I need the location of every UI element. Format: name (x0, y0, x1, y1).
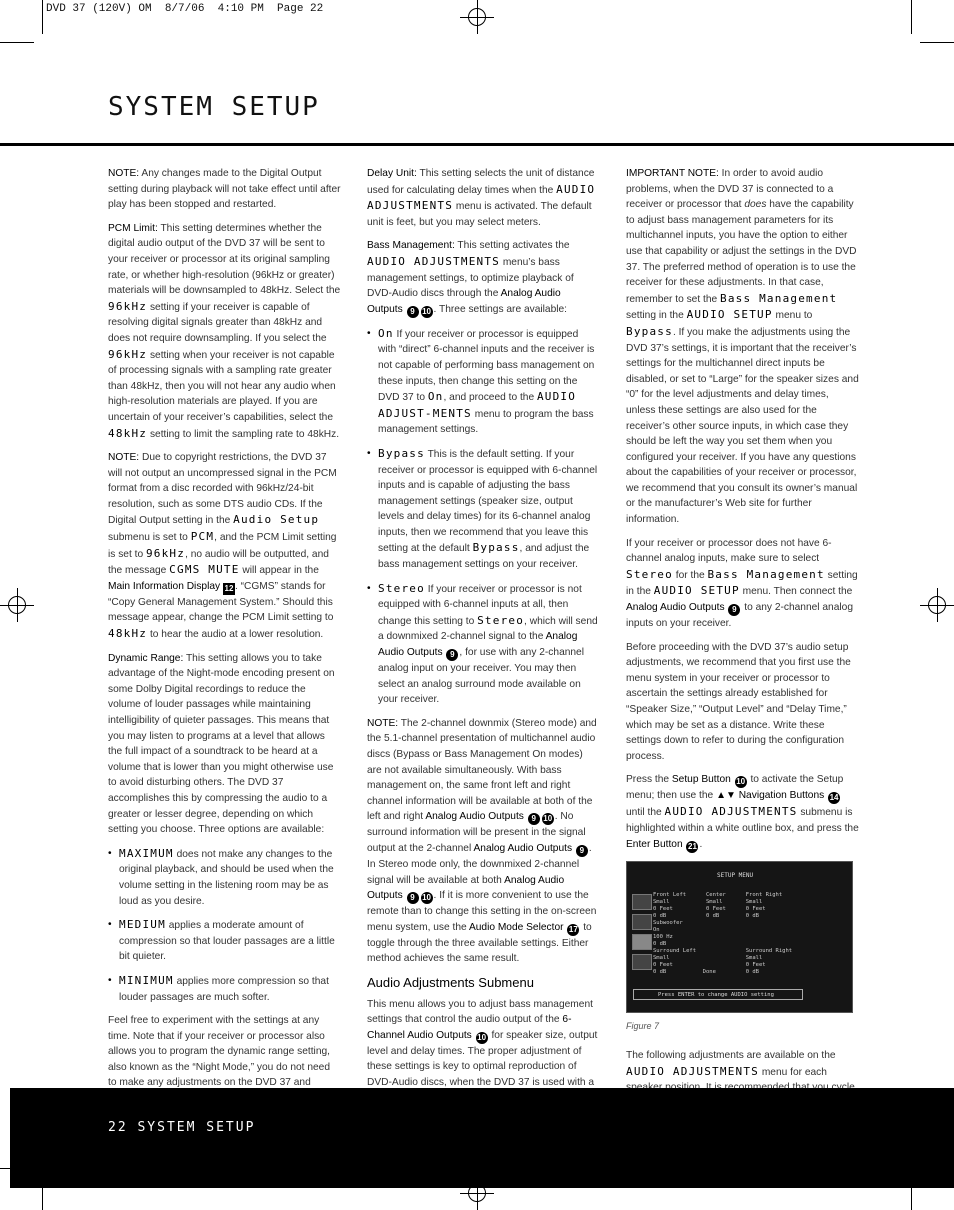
bullet-on (367, 326, 599, 438)
delay-unit-paragraph (367, 166, 599, 230)
lcd-on: On (378, 326, 394, 340)
figure-caption: Figure 7 (626, 1020, 660, 1031)
before-proceeding-paragraph: Before proceeding with the DVD 37’s audio setup adjustments, we recommend that you first use the menu system in your receiver or processor to ascertain the settings already established for “Speaker Size,” “Output Level” and “Delay Time,” which may be set as a distance. Write these settings down to refer to during the configuration process. (626, 641, 851, 762)
text: . (699, 838, 703, 850)
lcd-bypass: Bypass (378, 446, 425, 460)
lcd-stereo: Stereo (477, 613, 525, 627)
text: , and the PCM Limit setting is set to (108, 532, 337, 560)
figure-row: Small Small Small (653, 898, 763, 905)
column-1 (108, 166, 341, 1116)
text: applies a moderate amount of compression so that louder passages are a little bit quieter. (119, 920, 335, 963)
text: The following adjustments are available on the (626, 1050, 836, 1062)
crop-mark (920, 42, 954, 43)
page-title: SYSTEM SETUP (108, 92, 320, 122)
text: to toggle through the three available settings. Either method achieves the same result. (367, 921, 592, 965)
figure-row: 0 Feet 0 Feet (653, 961, 766, 968)
lcd-audio-setup: AUDIO SETUP (686, 308, 773, 322)
text: , for use with any 2-channel analog input on your receiver. You may then select an analog surround mode available on your receiver. (378, 647, 584, 706)
text: If your receiver or processor is equipped with “direct” 6-channel inputs and the receiver is not capable of performing bass management on these inputs, then change this setting on the DVD 37 to (378, 328, 595, 404)
text: to activate the Setup menu; then use the (626, 774, 844, 802)
print-header: DVD 37 (120V) OM 8/7/06 4:10 PM Page 22 (46, 3, 324, 15)
lcd-96khz: 96kHz (145, 546, 186, 560)
stereo-paragraph (626, 536, 859, 632)
lcd-96khz: 96kHz (108, 347, 148, 361)
analog-outputs-label: Analog Audio Outputs (473, 842, 573, 854)
text: , no audio will be outputted, and the message (108, 548, 329, 577)
text: Any changes made to the Digital Output setting during playback will not take effect until after play has been stopped and restarted. (108, 168, 341, 211)
enter-button-label: Enter Button (626, 838, 683, 850)
lcd-cgms-mute: CGMS MUTE (169, 563, 240, 577)
note-paragraph (367, 716, 599, 967)
main-info-display-label: Main Information Display (108, 580, 221, 592)
dynamic-range-label: Dynamic Range: (108, 652, 184, 664)
figure-row: Small Small (653, 954, 763, 961)
press-setup-paragraph (626, 772, 859, 852)
figure-row: 0 dB 0 dB 0 dB (653, 912, 759, 919)
audio-mode-selector-label: Audio Mode Selector (468, 921, 564, 933)
note-paragraph (108, 166, 341, 213)
six-channel-outputs-label: 6-Channel Audio Outputs (367, 1014, 572, 1041)
footer-page-label: 22 SYSTEM SETUP (108, 1120, 256, 1135)
analog-outputs-label: Analog Audio Outputs (425, 811, 524, 823)
note-label: NOTE: (367, 717, 399, 729)
analog-outputs-label: Analog Audio Outputs (626, 602, 725, 614)
note2-paragraph (108, 450, 341, 643)
callout-10: 10 (543, 814, 553, 824)
registration-mark (460, 0, 494, 34)
callout-21: 21 (688, 841, 697, 851)
text: to any 2-channel analog inputs on your receiver. (626, 602, 853, 630)
text: have the capability to adjust bass management parameters for its multichannel inputs, you have the option to either use that capability or adjust the settings in the DVD 37. The preferred method of operation is to use the receiver for these adjustments. In that case, remember to set the (626, 199, 857, 305)
bullet-minimum (108, 973, 341, 1005)
pcm-limit-paragraph (108, 221, 341, 442)
text: setting in the (626, 569, 858, 598)
menu-icon (632, 894, 652, 910)
text: This is the default setting. If your receiver or processor is equipped with 6-channel inputs and is capable of adjusting the bass management settings (speaker size, output levels and delay times) for its 6-channel analog inputs, then we recommend that you leave this setting at the default (378, 448, 598, 555)
lcd-audio-adjustments: AUDIO ADJUSTMENTS (367, 182, 596, 213)
text: Due to copyright restrictions, the DVD 37 will not output an uncompressed signal in the PCM format from a disc recorded with 96kHz/24-bit resolution, such as some DTS audio CDs. If the Digital Output setting in the (108, 452, 337, 527)
pcm-limit-label: PCM Limit: (108, 222, 158, 234)
text: Press the (626, 774, 672, 786)
crop-mark (911, 0, 912, 34)
registration-mark (920, 588, 954, 622)
text: for speaker size, output level and delay times. The proper adjustment of these settings is key to optimal reproduction of DVD-Audio discs, when the DVD 37 is used with a (367, 1029, 598, 1088)
text: In order to avoid audio problems, when the DVD 37 is connected to a receiver or processor that (626, 168, 834, 211)
registration-mark (0, 588, 34, 622)
callout-10: 10 (422, 893, 431, 903)
figure-row: 0 dB (653, 940, 667, 947)
text: If your receiver or processor is not equipped with 6-channel inputs at all, then change this setting to (378, 583, 582, 627)
text: setting when your receiver is not capable of processing signals with a sampling rate greater than 48kHz, then you will not hear any audio when high-resolution materials are played. If you are uncertain of your receiver’s capabilities, select the (108, 349, 336, 423)
bass-management-paragraph (367, 238, 599, 317)
lcd-audio-adjustments: AUDIO ADJUSTMENTS (664, 805, 798, 819)
lcd-on: On (427, 390, 444, 404)
text: , and proceed to the (443, 392, 537, 404)
text: to hear the audio at a lower resolution. (147, 629, 324, 641)
lcd-pcm: PCM (190, 530, 215, 544)
lcd-maximum: MAXIMUM (119, 846, 174, 860)
text: . “CGMS” stands for “Copy General Management System.” Should this message appear, change the PCM Limit setting to (108, 580, 334, 624)
text: will appear in the (239, 565, 319, 577)
text: setting in the (626, 310, 687, 322)
text: The 2-channel downmix (Stereo mode) and the 5.1-channel presentation of multichannel audio discs (Bypass or Bass Management On modes) are not available simultaneously. With bass management on, the same front left and right channel information will be available at both of the left and right (367, 717, 597, 823)
crop-mark (42, 0, 43, 34)
lcd-bypass: Bypass (626, 324, 673, 338)
text: . If it is more convenient to use the remote than to change this setting in the on-screen menu system, use the (367, 890, 597, 933)
callout-9: 9 (728, 604, 740, 616)
callout-9: 9 (407, 306, 419, 318)
text: , which will send a downmixed 2-channel signal to the (378, 615, 598, 643)
callout-10: 10 (736, 777, 746, 787)
text: until the (626, 807, 665, 819)
column-3 (626, 166, 859, 1151)
title-rule (0, 143, 954, 146)
footer-bar (10, 1088, 954, 1188)
lcd-audio-adjustments: AUDIO ADJUSTMENTS (367, 254, 500, 268)
figure-footer-hint: Press ENTER to change AUDIO setting (633, 989, 803, 1000)
text: This menu allows you to adjust bass management settings that control the audio output of the (367, 998, 593, 1026)
text: submenu is highlighted within a white outline box, and press the (626, 807, 859, 834)
menu-icon (632, 934, 652, 950)
section-heading: Audio Adjustments Submenu (367, 974, 534, 990)
figure-row: 100 Hz (653, 933, 673, 940)
lcd-audio-setup: AUDIO SETUP (653, 584, 740, 598)
figure-row: 0 Feet 0 Feet 0 Feet (653, 905, 766, 912)
figure-row: Surround Left Surround Right (653, 947, 793, 954)
text: This setting selects the unit of distance used for calculating delay times when the (367, 168, 595, 196)
lcd-stereo: Stereo (378, 581, 425, 595)
callout-10: 10 (477, 1032, 487, 1042)
text: This setting determines whether the digital audio output of the DVD 37 will be sent to your receiver or processor at its original sampling rate, or whether high-resolution (96kHz or greater) materials will be downsampled to 48kHz. Select the (108, 222, 341, 297)
text: submenu is set to (108, 532, 191, 544)
bullet-medium (108, 917, 341, 965)
lcd-medium: MEDIUM (119, 918, 166, 932)
text: . Three settings are available: (433, 303, 567, 315)
lcd-audio-adjustments: AUDIO ADJUSTMENTS (626, 1064, 759, 1078)
callout-9: 9 (576, 845, 588, 857)
text: for the (672, 569, 708, 581)
menu-icon (632, 914, 652, 930)
text: This setting allows you to take advantage of the Night-mode encoding present on some Dolby Digital recordings to reduce the volume of louder passages while maintaining intelligibility of quieter passages. This means that you may listen to programs at a level that allows the full impact of a soundtrack to be heard at a volume that is lower than you might otherwise use to avoid disturbing others. The DVD 37 accomplishes this by compressing the audio to a greater or lesser degree, depending on which setting you choose. Three options are available: (108, 652, 335, 836)
lcd-48khz: 48kHz (108, 426, 148, 440)
text: menu’s bass management settings, to optimize playback of DVD-Audio discs through the (367, 256, 574, 300)
text: menu is activated. The default unit is feet, but you may select meters. (367, 201, 592, 228)
bass-management-label: Bass Management: (367, 240, 455, 252)
setup-button-label: Setup Button (671, 774, 731, 786)
note-label: NOTE: (108, 452, 140, 464)
text: . If you make the adjustments using the DVD 37’s settings, it is important that the receiver’s settings for the multichannel direct inputs be disabled, or set to “Large” for the speaker sizes and “0” for the level adjustments and delay times, unless these settings are also used for the receiver’s other source inputs, in which case they should be left the way you set them when you configured your receiver. If you have any questions about the capabilities of your receiver or processor, we recommend that you consult its owner’s manual or the manufacturer’s Web site for further information. (626, 326, 859, 526)
lcd-stereo: Stereo (626, 567, 673, 581)
text: . In Stereo mode only, the downmixed 2-channel signal will be available at both (367, 842, 592, 886)
navigation-buttons-label: Navigation Buttons (738, 790, 825, 802)
up-down-arrow-icon: ▲▼ (716, 790, 736, 802)
figure-settings-grid (653, 892, 831, 982)
crop-mark (0, 42, 34, 43)
lcd-audio-adjustments: AUDIO ADJUST-MENTS (378, 390, 577, 420)
lcd-bass-management: Bass Management (720, 291, 838, 305)
lcd-48khz: 48kHz (108, 627, 148, 641)
analog-outputs-label: Analog Audio Outputs (378, 631, 578, 659)
text: , and adjust the bass management settings on your receiver. (378, 543, 590, 571)
callout-12: 12 (224, 583, 234, 593)
callout-14: 14 (829, 793, 839, 803)
bullet-bypass (367, 446, 599, 573)
bullet-stereo (367, 581, 599, 708)
text: . No surround information will be present in the signal output at the 2-channel (367, 811, 586, 854)
figure-row: Front Left Center Front Right (653, 891, 783, 898)
text: setting if your receiver is capable of resolving digital signals greater than 48kHz and does not require downsampling. If you select the (108, 301, 327, 344)
figure-menu-title: SETUP MENU (717, 871, 754, 879)
figure-row: On (653, 926, 660, 933)
setup-menu-screenshot (626, 861, 853, 1013)
lcd-audio-setup: Audio Setup (233, 513, 320, 527)
important-note-label: IMPORTANT NOTE: (626, 168, 719, 179)
note-label: NOTE: (108, 168, 140, 179)
lcd-bass-management: Bass Management (707, 567, 825, 581)
bullet-maximum (108, 846, 341, 909)
figure-row: 0 dB Done 0 dB (653, 968, 759, 975)
callout-9: 9 (407, 892, 419, 904)
callout-17: 17 (568, 924, 578, 934)
text: menu to (772, 310, 813, 322)
analog-outputs-label: Analog Audio Outputs (367, 874, 565, 902)
emphasis: does (744, 199, 767, 211)
dynamic-range-paragraph (108, 651, 341, 838)
text: Feel free to experiment with the settings at any time. Note that if your receiver or processor also allows you to program the dynamic range setting, also known as the “Night Mode,” you do not need to make any adjustments on the DVD 37 and (108, 1015, 330, 1089)
analog-outputs-label: Analog Audio Outputs (367, 288, 561, 315)
text: applies more compression so that louder passages are much softer. (119, 975, 329, 1003)
text: does not make any changes to the original playback, and should be used when the volume setting in the listening room may be as loud as you desire. (119, 848, 334, 907)
lcd-bypass: Bypass (472, 541, 520, 555)
text: menu to program the bass management settings. (378, 408, 594, 436)
figure-row: Subwoofer (653, 919, 683, 926)
text: If your receiver or processor does not have 6-channel analog inputs, make sure to select (626, 537, 832, 565)
text: This setting activates the (454, 240, 570, 252)
menu-icon (632, 954, 652, 970)
column-2 (367, 166, 599, 1130)
callout-10: 10 (422, 306, 431, 316)
text: menu for each (761, 1066, 827, 1078)
text: setting to limit the sampling rate to 48kHz. (147, 428, 340, 440)
lcd-minimum: MINIMUM (119, 973, 174, 987)
text: menu. Then connect the (739, 586, 853, 598)
lcd-96khz: 96kHz (108, 299, 148, 313)
callout-9: 9 (528, 813, 540, 825)
important-note-paragraph (626, 166, 859, 528)
callout-9: 9 (446, 649, 458, 661)
delay-unit-label: Delay Unit: (367, 168, 417, 179)
